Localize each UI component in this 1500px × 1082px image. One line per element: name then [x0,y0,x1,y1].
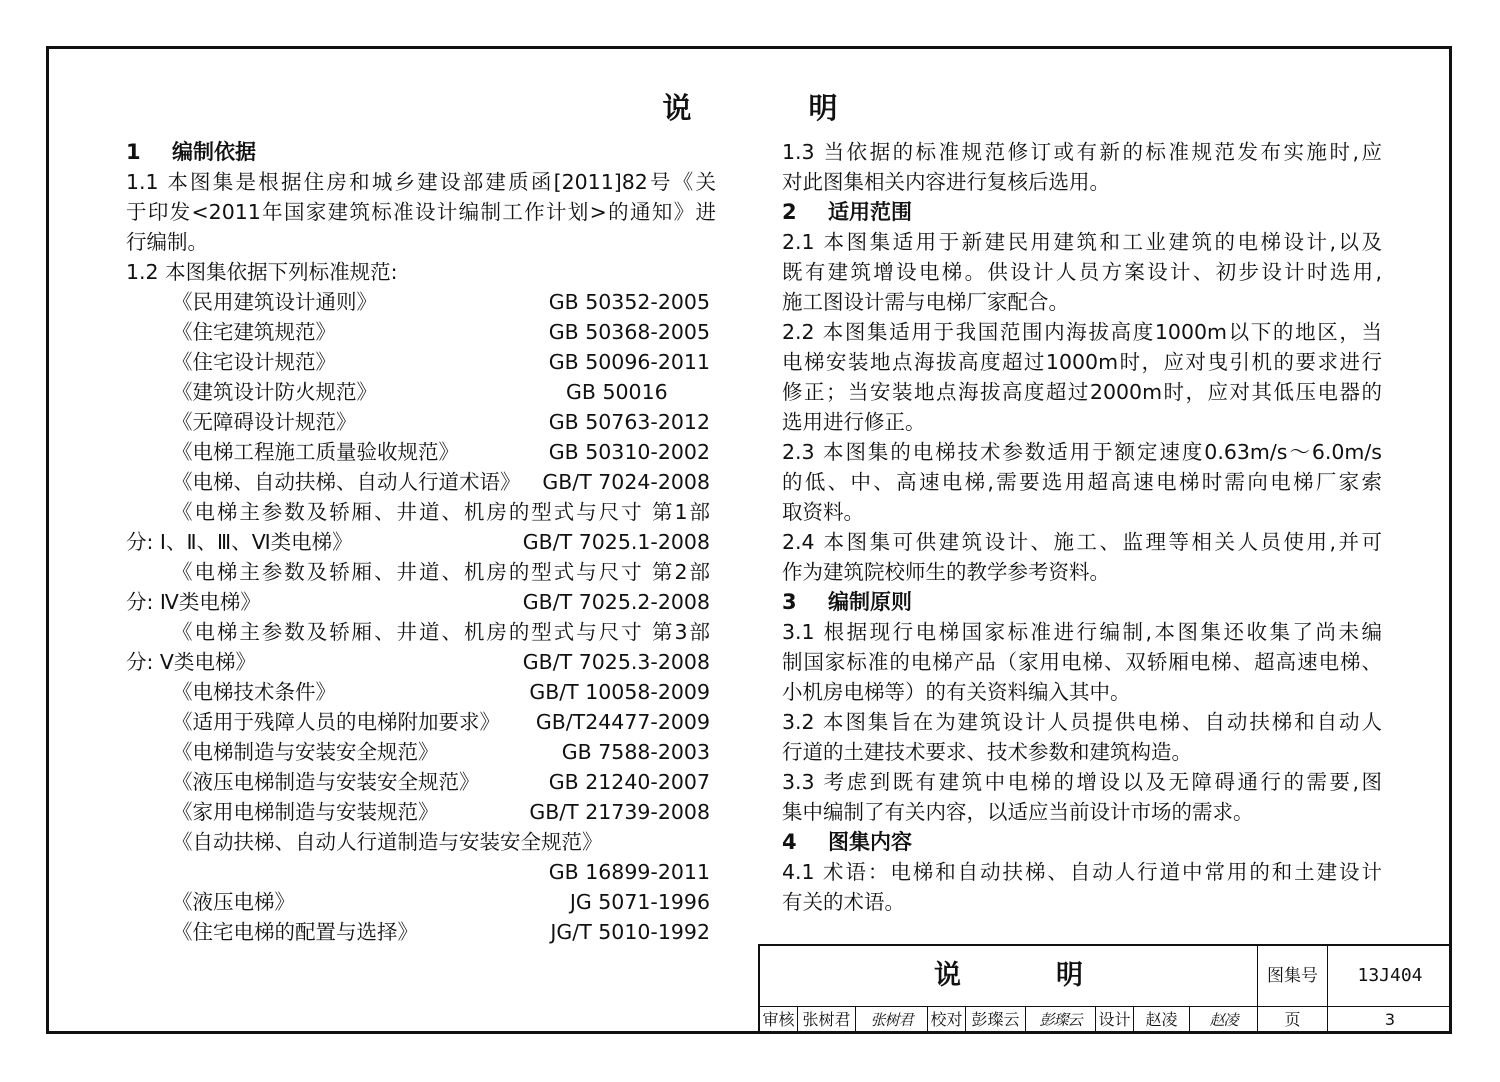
right-column [782,137,1382,917]
para-3-2-line: 3.2 本图集旨在为建筑设计人员提供电梯、自动扶梯和自动人 [782,710,1382,734]
reference-name: 《住宅设计规范》 [172,350,336,374]
reference-row [126,737,710,767]
atlas-number-value: 13J404 [1357,965,1423,986]
reference-code: GB 50763-2012 [548,410,710,434]
checker-signature: 彭璨云 [1026,1006,1096,1034]
reference-code: GB/T 7025.1-2008 [522,530,710,554]
reference-name: 《家用电梯制造与安装规范》 [172,800,439,824]
reference-name: 《自动扶梯、自动人行道制造与安装安全规范》 [172,830,603,854]
para-1-1-line: 行编制。 [126,230,208,254]
title-block-top-row [760,946,1452,1007]
page-title: 说 明 [662,91,882,125]
para-1-3-line: 1.3 当依据的标准规范修订或有新的标准规范发布实施时,应 [782,140,1382,164]
reviewer-signature: 张树君 [856,1006,928,1034]
para-2-4-line: 作为建筑院校师生的教学参考资料。 [782,560,1110,584]
reference-row [126,377,710,407]
reference-row [126,797,710,827]
reference-row [126,707,710,737]
para-1-2: 1.2 本图集依据下列标准规范: [126,260,398,284]
para-2-3-line: 取资料。 [782,500,864,524]
section-2-number: 2 [782,200,797,224]
para-2-4-line: 2.4 本图集可供建筑设计、施工、监理等相关人员使用,并可 [782,530,1382,554]
para-2-2-line: 电梯安装地点海拔高度超过1000m时，应对曳引机的要求进行 [782,350,1382,374]
reference-code: GB 50016 [566,380,668,404]
para-3-1-line: 3.1 根据现行电梯国家标准进行编制,本图集还收集了尚未编 [782,620,1382,644]
reference-row [126,887,710,917]
para-1-1-line: 1.1 本图集是根据住房和城乡建设部建质函[2011]82号《关 [126,170,716,194]
reference-code: GB/T 7024-2008 [542,470,710,494]
title-block-title: 说 明 [760,946,1258,1006]
page-number: 3 [1384,1010,1396,1029]
reference-row [126,917,710,947]
reference-row [126,317,710,347]
reference-name: 《电梯技术条件》 [172,680,336,704]
reference-code: GB/T 7025.3-2008 [522,650,710,674]
para-2-1-line: 2.1 本图集适用于新建民用建筑和工业建筑的电梯设计,以及 [782,230,1382,254]
section-4-title: 图集内容 [828,830,912,854]
reference-row [126,677,710,707]
reference-name: 《民用建筑设计通则》 [172,290,377,314]
reference-code: GB/T24477-2009 [535,710,710,734]
section-3-title: 编制原则 [828,590,912,614]
reviewer-name: 张树君 [798,1006,856,1034]
reference-name: 分: Ⅰ、Ⅱ、Ⅲ、Ⅵ类电梯》 [126,530,353,554]
section-1-number: 1 [126,140,141,164]
section-4-heading [782,827,1382,857]
checker-name: 彭璨云 [966,1006,1026,1034]
reference-code: GB 50096-2011 [548,350,710,374]
para-2-2-line: 2.2 本图集适用于我国范围内海拔高度1000m以下的地区，当 [782,320,1382,344]
para-1-3-line: 对此图集相关内容进行复核后选用。 [782,170,1110,194]
section-4-number: 4 [782,830,797,854]
para-3-3-line: 3.3 考虑到既有建筑中电梯的增设以及无障碍通行的需要,图 [782,770,1382,794]
reference-name: 《电梯工程施工质量验收规范》 [172,440,459,464]
reference-name: 《电梯、自动扶梯、自动人行道术语》 [172,470,521,494]
reference-row [126,647,710,677]
reference-name: 《无障碍设计规范》 [172,410,357,434]
section-3-heading [782,587,1382,617]
reference-name: 《液压电梯》 [172,890,295,914]
para-3-2-line: 行道的土建技术要求、技术参数和建筑构造。 [782,740,1192,764]
section-3-number: 3 [782,590,797,614]
para-3-3-line: 集中编制了有关内容，以适应当前设计市场的需求。 [782,800,1254,824]
reference-code: GB 50310-2002 [548,440,710,464]
reference-code: GB 21240-2007 [548,770,710,794]
review-label: 审核 [760,1006,798,1034]
reference-code: JG/T 5010-1992 [550,920,710,944]
reference-row [126,407,710,437]
reference-row [126,527,710,557]
reference-name: 《建筑设计防火规范》 [172,380,377,404]
reference-row [126,347,710,377]
title-block-signature-row [760,1006,1452,1034]
para-3-1-line: 制国家标准的电梯产品（家用电梯、双轿厢电梯、超高速电梯、 [782,650,1382,674]
reference-code: GB 16899-2011 [548,860,710,884]
para-3-1-line: 小机房电梯等）的有关资料编入其中。 [782,680,1131,704]
para-2-1-line: 施工图设计需与电梯厂家配合。 [782,290,1069,314]
designer-signature: 赵凌 [1190,1006,1258,1034]
reference-row [126,587,710,617]
reference-code: GB/T 21739-2008 [529,800,710,824]
reference-name: 《住宅建筑规范》 [172,320,336,344]
reference-code: GB 50352-2005 [548,290,710,314]
title-block [758,944,1452,1034]
para-1-1-line: 于印发<2011年国家建筑标准设计编制工作计划>的通知》进 [126,200,716,224]
reference-name: 分: Ⅴ类电梯》 [126,650,256,674]
reference-code: GB 50368-2005 [548,320,710,344]
para-2-2-line: 修正；当安装地点海拔高度超过2000m时，应对其低压电器的 [782,380,1382,404]
reference-code: GB/T 10058-2009 [529,680,710,704]
reference-name: 《电梯制造与安装安全规范》 [172,740,439,764]
design-label: 设计 [1096,1006,1134,1034]
reference-split-line: 《电梯主参数及轿厢、井道、机房的型式与尺寸 第2部 [172,560,710,584]
section-1-title: 编制依据 [172,140,256,164]
para-2-3-line: 的低、中、高速电梯,需要选用超高速电梯时需向电梯厂家索 [782,470,1382,494]
reference-row [126,467,710,497]
reference-name: 《适用于残障人员的电梯附加要求》 [172,710,500,734]
para-4-1-line: 有关的术语。 [782,890,905,914]
page-label: 页 [1258,1006,1328,1034]
atlas-number-label: 图集号 [1258,946,1328,1006]
reference-name: 《液压电梯制造与安装安全规范》 [172,770,480,794]
reference-row [126,437,710,467]
check-label: 校对 [928,1006,966,1034]
section-1-heading [126,137,716,167]
para-2-2-line: 选用进行修正。 [782,410,926,434]
reference-code: GB/T 7025.2-2008 [522,590,710,614]
para-2-1-line: 既有建筑增设电梯。供设计人员方案设计、初步设计时选用, [782,260,1382,284]
left-column [126,137,716,947]
reference-code: JG 5071-1996 [569,890,710,914]
reference-name: 分: Ⅳ类电梯》 [126,590,261,614]
para-4-1-line: 4.1 术语：电梯和自动扶梯、自动人行道中常用的和土建设计 [782,860,1382,884]
reference-code: GB 7588-2003 [561,740,710,764]
para-2-3-line: 2.3 本图集的电梯技术参数适用于额定速度0.63m/s～6.0m/s [782,440,1382,464]
reference-row [126,287,710,317]
section-2-heading [782,197,1382,227]
section-2-title: 适用范围 [828,200,912,224]
reference-row [126,767,710,797]
reference-split-line: 《电梯主参数及轿厢、井道、机房的型式与尺寸 第3部 [172,620,710,644]
designer-name: 赵凌 [1134,1006,1190,1034]
reference-name: 《住宅电梯的配置与选择》 [172,920,418,944]
reference-split-line: 《电梯主参数及轿厢、井道、机房的型式与尺寸 第1部 [172,500,710,524]
